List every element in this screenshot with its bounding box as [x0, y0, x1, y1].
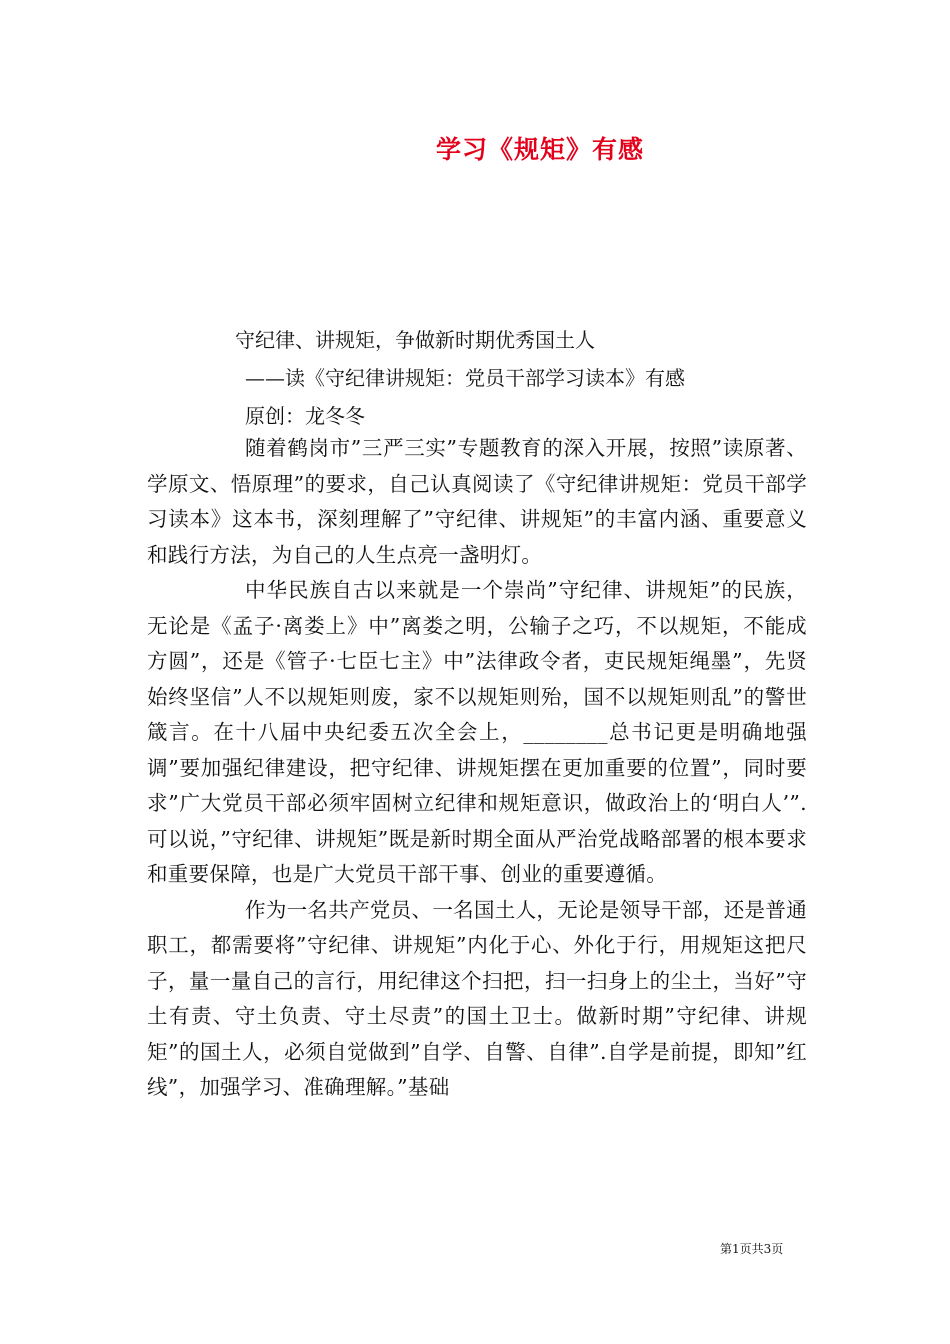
paragraph: 随着鹤岗市”三严三实”专题教育的深入开展，按照”读原著、学原文、悟原理”的要求，自己认真阅读了《守纪律讲规矩：党员干部学习读本》这本书，深刻理解了”守纪律、讲规矩”的丰富内涵、重要意义和践行方法，为自己的人生点亮一盏明灯。	[147, 436, 807, 567]
page-footer: 第1页共3页	[720, 1242, 784, 1256]
body-text	[147, 431, 807, 1106]
subtitle-sub: ——读《守纪律讲规矩：党员干部学习读本》有感	[245, 366, 685, 390]
document-title: 学习《规矩》有感	[435, 135, 644, 164]
author-line: 原创：龙冬冬	[245, 404, 365, 428]
subtitle-main: 守纪律、讲规矩，争做新时期优秀国土人	[235, 328, 595, 352]
paragraph: 中华民族自古以来就是一个崇尚”守纪律、讲规矩”的民族，无论是《孟子·离娄上》中”离娄之明，公输子之巧，不以规矩，不能成方圆”，还是《管子·七臣七主》中”法律政令者，吏民规矩绳墨”，先贤始终坚信”人不以规矩则废，家不以规矩则殆，国不以规矩则乱”的警世箴言。在十八届中央纪委五次全会上，________总书记更是明确地强调”要加强纪律建设，把守纪律、讲规矩摆在更加重要的位置”，同时要求”广大党员干部必须牢固树立纪律和规矩意识，做政治上的‘明白人’”.可以说，”守纪律、讲规矩”既是新时期全面从严治党战略部署的根本要求和重要保障，也是广大党员干部干事、创业的重要遵循。	[147, 578, 807, 886]
paragraph: 作为一名共产党员、一名国土人，无论是领导干部，还是普通职工，都需要将”守纪律、讲规矩”内化于心、外化于行，用规矩这把尺子，量一量自己的言行，用纪律这个扫把，扫一扫身上的尘土，当好”守土有责、守土负责、守土尽责”的国土卫士。做新时期”守纪律、讲规矩”的国土人，必须自觉做到”自学、自警、自律”.自学是前提，即知”红线”，加强学习、准确理解。”基础	[147, 897, 807, 1099]
